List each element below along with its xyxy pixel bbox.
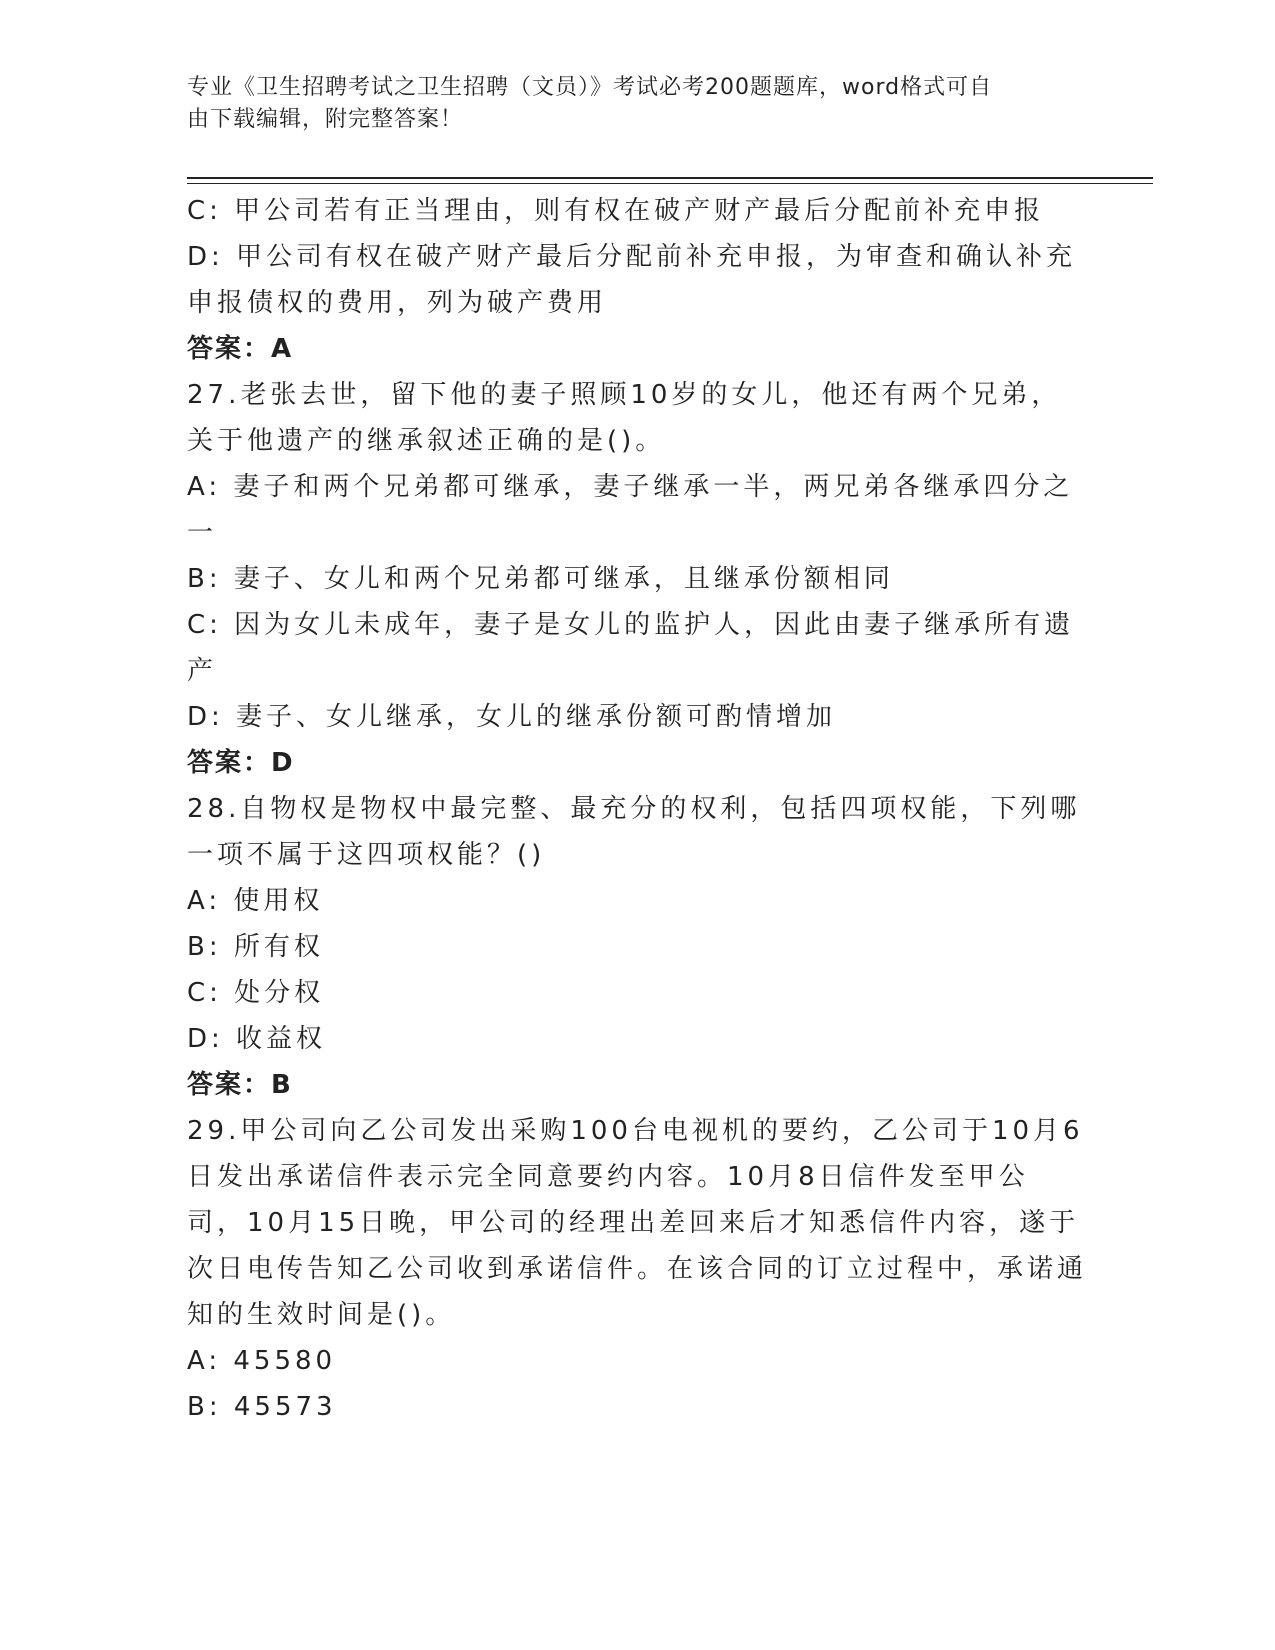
question-29-stem: 29.甲公司向乙公司发出采购100台电视机的要约，乙公司于10月6日发出承诺信件表示完全同意要约内容。10月8日信件发至甲公司，10月15日晚，甲公司的经理出差回来后才知悉信件内容，遂于次日电传告知乙公司收到承诺信件。在该合同的订立过程中，承诺通知的生效时间是()。 bbox=[187, 1116, 1088, 1330]
question-27-stem: 27.老张去世，留下他的妻子照顾10岁的女儿，他还有两个兄弟，关于他遗产的继承叙述正确的是()。 bbox=[187, 380, 1062, 456]
option-a: A: 45580 bbox=[187, 1346, 337, 1376]
option-d: D: 甲公司有权在破产财产最后分配前补充申报，为审查和确认补充申报债权的费用，列为破产费用 bbox=[187, 242, 1077, 318]
option-c: C: 甲公司若有正当理由，则有权在破产财产最后分配前补充申报 bbox=[187, 196, 1045, 226]
document-header bbox=[187, 72, 1067, 136]
header-line-1: 专业《卫生招聘考试之卫生招聘（文员）》考试必考200题题库，word格式可自 bbox=[187, 75, 993, 100]
option-b: B: 妻子、女儿和两个兄弟都可继承，且继承份额相同 bbox=[187, 564, 894, 594]
option-a: A: 妻子和两个兄弟都可继承，妻子继承一半，两兄弟各继承四分之一 bbox=[187, 472, 1074, 548]
option-b: B: 所有权 bbox=[187, 932, 324, 962]
option-d: D: 妻子、女儿继承，女儿的继承份额可酌情增加 bbox=[187, 702, 837, 732]
option-a: A: 使用权 bbox=[187, 886, 324, 916]
option-c: C: 处分权 bbox=[187, 978, 325, 1008]
header-divider-thick bbox=[187, 177, 1153, 179]
question-28-stem: 28.自物权是物权中最完整、最充分的权利，包括四项权能，下列哪一项不属于这四项权能？() bbox=[187, 794, 1081, 870]
header-line-2: 由下载编辑，附完整答案！ bbox=[187, 107, 464, 132]
document-body bbox=[187, 188, 1087, 1430]
answer: 答案：B bbox=[187, 1070, 293, 1100]
option-b: B: 45573 bbox=[187, 1392, 337, 1422]
answer: 答案：A bbox=[187, 334, 294, 364]
answer: 答案：D bbox=[187, 748, 295, 778]
header-divider-thin bbox=[187, 183, 1153, 184]
option-c: C: 因为女儿未成年，妻子是女儿的监护人，因此由妻子继承所有遗产 bbox=[187, 610, 1075, 686]
option-d: D: 收益权 bbox=[187, 1024, 327, 1054]
